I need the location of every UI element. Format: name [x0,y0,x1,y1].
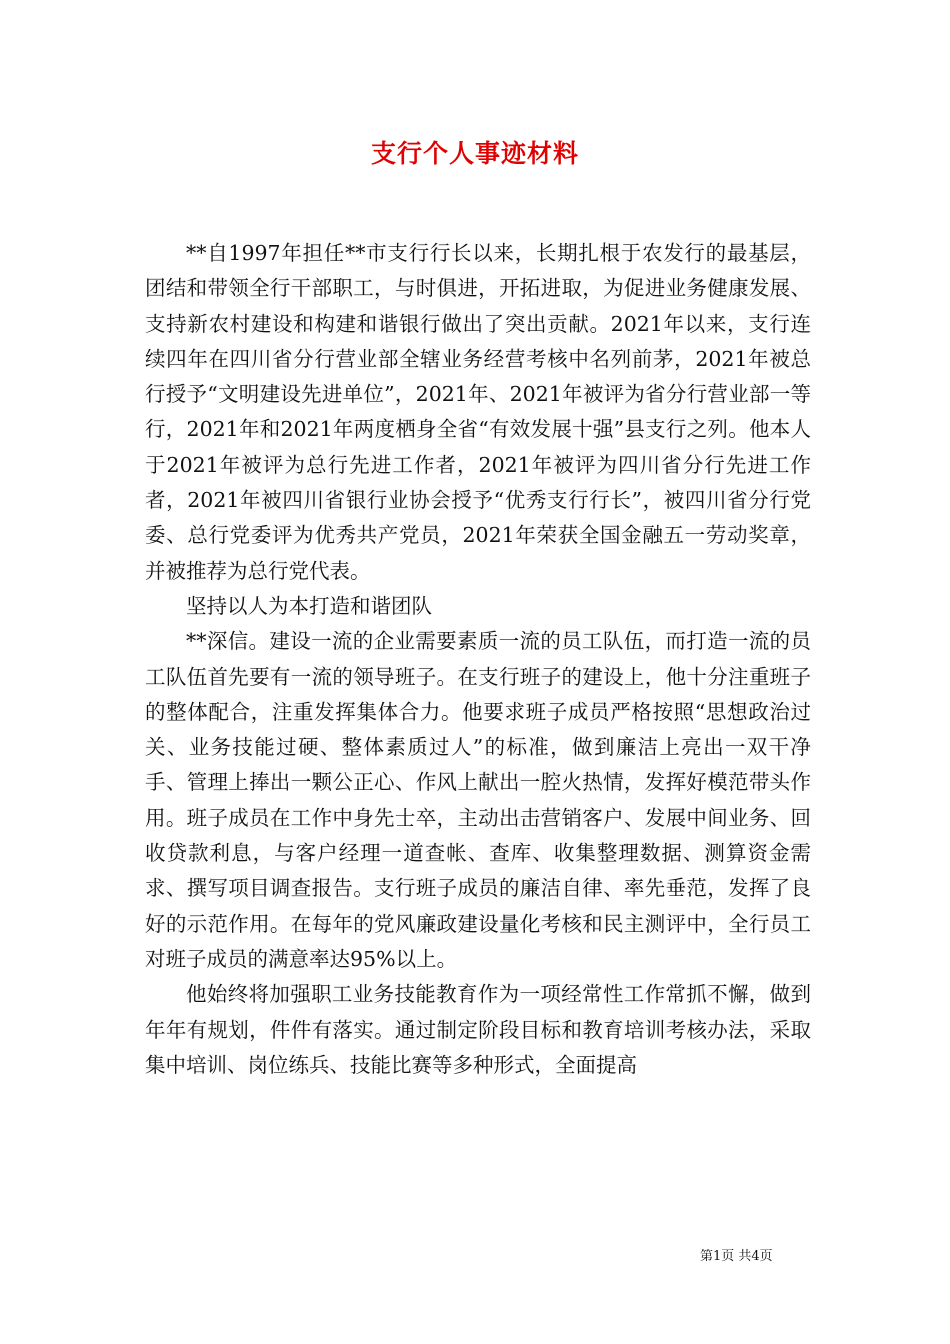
document-title: 支行个人事迹材料 [370,139,579,168]
paragraph-training: 他始终将加强职工业务技能教育作为一项经常性工作常抓不懈，做到年年有规划，件件有落实。通过制定阶段目标和教育培训考核办法，采取集中培训、岗位练兵、技能比赛等多种形式，全面提高 [145,982,811,1077]
document-body [145,236,811,1083]
paragraph-intro: **自1997年担任**市支行行长以来，长期扎根于农发行的最基层，团结和带领全行干部职工，与时俱进，开拓进取，为促进业务健康发展、支持新农村建设和构建和谐银行做出了突出贡献。2021年以来，支行连续四年在四川省分行营业部全辖业务经营考核中名列前茅，2021年被总行授予“文明建设先进单位”，2021年、2021年被评为省分行营业部一等行，2021年和2021年两度栖身全省“有效发展十强”县支行之列。他本人于2021年被评为总行先进工作者，2021年被评为四川省分行先进工作者，2021年被四川省银行业协会授予“优秀支行行长”，被四川省分行党委、总行党委评为优秀共产党员，2021年荣获全国金融五一劳动奖章，并被推荐为总行党代表。 [145,241,811,583]
section-heading: 坚持以人为本打造和谐团队 [186,593,432,618]
page-number: 第1页 共4页 [700,1249,773,1264]
paragraph-team: **深信。建设一流的企业需要素质一流的员工队伍，而打造一流的员工队伍首先要有一流的领导班子。在支行班子的建设上，他十分注重班子的整体配合，注重发挥集体合力。他要求班子成员严格按照“思想政治过关、业务技能过硬、整体素质过人”的标准，做到廉洁上亮出一双干净手、管理上捧出一颗公正心、作风上献出一腔火热情，发挥好模范带头作用。班子成员在工作中身先士卒，主动出击营销客户、发展中间业务、回收贷款利息，与客户经理一道查帐、查库、收集整理数据、测算资金需求、撰写项目调查报告。支行班子成员的廉洁自律、率先垂范，发挥了良好的示范作用。在每年的党风廉政建设量化考核和民主测评中，全行员工对班子成员的满意率达95%以上。 [145,629,811,971]
